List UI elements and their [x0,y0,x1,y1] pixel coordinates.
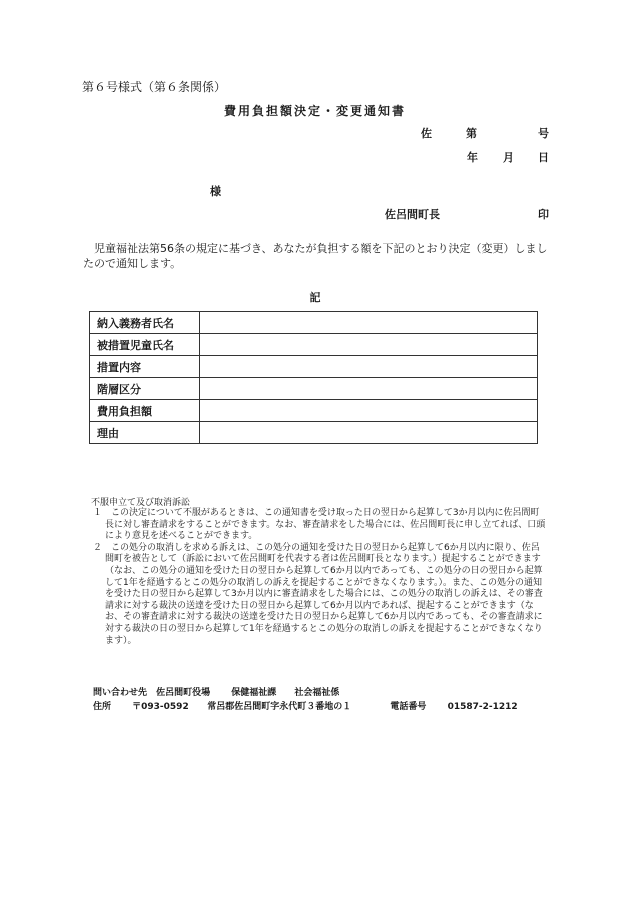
seal-mark: 印 [538,208,549,221]
row-label: 被措置児童氏名 [90,334,200,356]
date-month: 月 [503,151,514,164]
form-number: 第６号様式（第６条関係） [82,80,227,94]
address-text: 常呂郡佐呂間町字永代町３番地の１ [207,702,352,712]
row-value-field[interactable] [200,356,538,378]
info-table [89,311,538,444]
row-label: 階層区分 [90,378,200,400]
phone-label: 電話番号 [390,702,427,712]
department-name: 保健福祉課 [231,688,277,698]
appeal-item-1: １ この決定について不服があるときは、この通知書を受け取った日の翌日から起算して3か月以内に佐呂間町長に対し審査請求をすることができます。なお、審査請求をした場合には、佐呂間町長に申し立てれば、口頭により意見を述べることができます。 [93,508,546,542]
table-row [90,378,538,400]
number-go: 号 [538,127,549,140]
address-label: 住所 [93,702,112,712]
appeal-title: 不服申立て及び取消訴訟 [91,498,191,508]
row-value-field[interactable] [200,400,538,422]
appeal-notes [93,508,548,647]
table-row [90,356,538,378]
row-label: 理由 [90,422,200,444]
section-name: 社会福祉係 [294,688,340,698]
row-value-field[interactable] [200,312,538,334]
date-day: 日 [538,151,549,164]
body-text: 児童福祉法第56条の規定に基づき、あなたが負担する額を下記のとおり決定（変更）しましたので通知します。 [83,242,548,270]
ki-heading: 記 [309,291,321,304]
table-row [90,334,538,356]
row-value-field[interactable] [200,334,538,356]
inquiry-label: 問い合わせ先 [93,688,148,698]
contact-inquiry [93,685,339,698]
office-name: 佐呂間町役場 [156,688,211,698]
row-value-field[interactable] [200,378,538,400]
number-prefix: 佐 [421,127,432,140]
row-label: 納入義務者氏名 [90,312,200,334]
date-year: 年 [467,151,478,164]
contact-address [93,699,518,712]
table-row [90,400,538,422]
postal-code: 〒093-0592 [132,702,189,712]
addressee-sama: 様 [210,185,221,198]
appeal-item-2: ２ この処分の取消しを求める訴えは、この処分の通知を受けた日の翌日から起算して6か月以内に限り、佐呂間町を被告として（訴訟において佐呂間町を代表する者は佐呂間町長となります。）提起することができます（なお、この処分の通知を受けた日の翌日から起算して6か月以内であっても、この処分の日の翌日から起算して1年を経過するとこの処分の取消しの訴えを提起することができなくなります。）。また、この処分の通知を受けた日の翌日から起算して3か月以内に審査請求をした場合には、この処分の取消しの訴えは、その審査請求に対する裁決の送達を受けた日の翌日から起算して6か月以内であれば、提起することができます（なお、その審査請求に対する裁決の送達を受けた日の翌日から起算して6か月以内であっても、その審査請求に対する裁決の日の翌日から起算して1年を経過するとこの処分の取消しの訴えを提起することができなくなります）。 [93,542,543,646]
body-paragraph [83,241,551,271]
row-label: 費用負担額 [90,400,200,422]
document-title: 費用負担額決定・変更通知書 [223,104,406,118]
number-dai: 第 [466,127,477,140]
table-row [90,312,538,334]
row-label: 措置内容 [90,356,200,378]
row-value-field[interactable] [200,422,538,444]
table-row [90,422,538,444]
phone-number: 01587-2-1212 [447,702,518,712]
sender-name: 佐呂間町長 [385,208,440,221]
